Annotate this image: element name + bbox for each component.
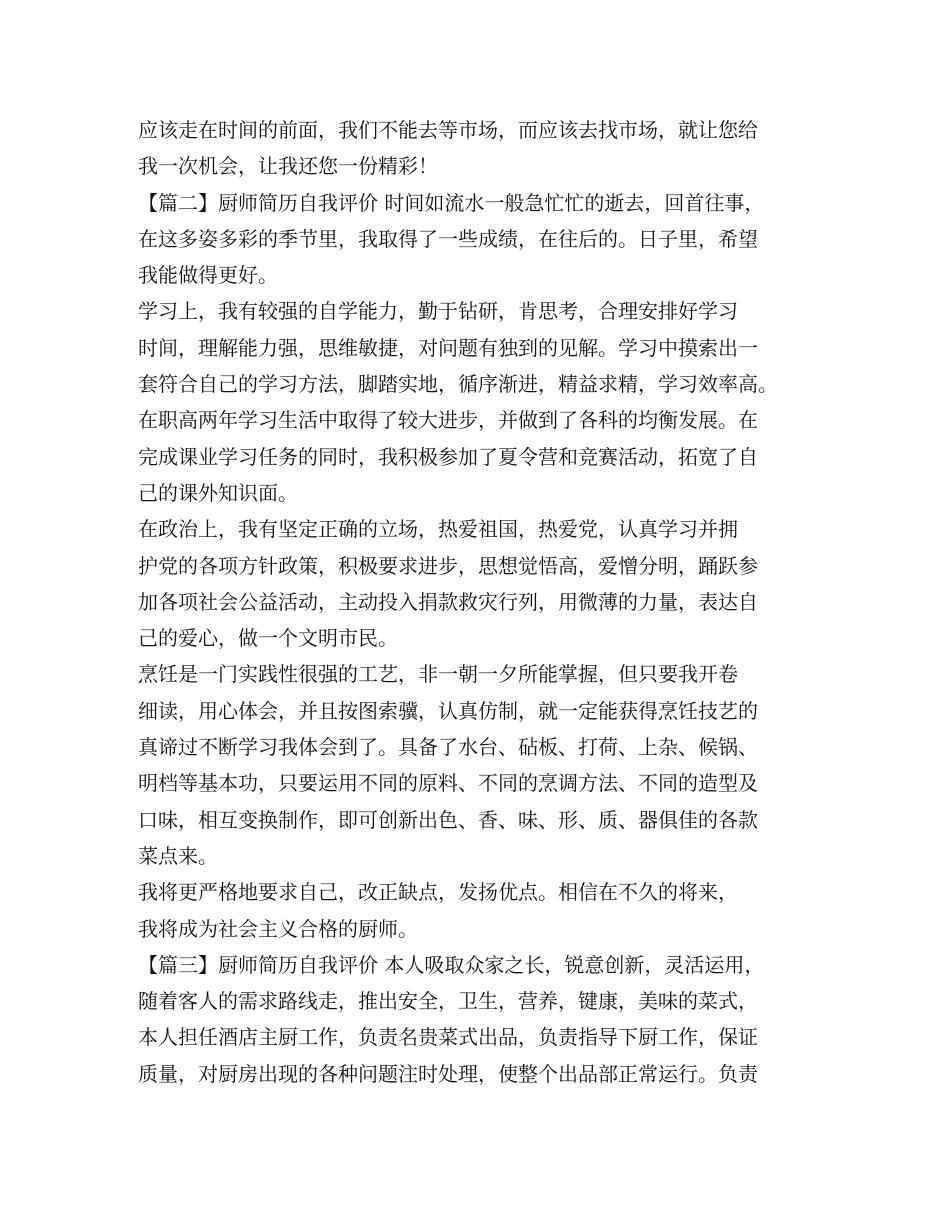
text-line: 我将成为社会主义合格的厨师。 [138, 916, 418, 941]
text-line: 学习上，我有较强的自学能力，勤于钻研，肯思考，合理安排好学习 [138, 299, 738, 324]
text-line: 我一次机会，让我还您一份精彩！ [138, 154, 438, 179]
text-line: 我能做得更好。 [138, 263, 278, 288]
text-line: 己的课外知识面。 [138, 480, 298, 505]
text-line: 加各项社会公益活动，主动投入捐款救灾行列，用微薄的力量，表达自 [138, 589, 758, 614]
text-line: 时间，理解能力强，思维敏捷，对问题有独到的见解。学习中摸索出一 [138, 335, 758, 360]
section-heading-line: 【篇三】厨师简历自我评价 本人吸取众家之长，锐意创新，灵活运用， [138, 952, 765, 977]
text-line: 细读，用心体会，并且按图索骥，认真仿制，就一定能获得烹饪技艺的 [138, 698, 758, 723]
section-heading-line: 【篇二】厨师简历自我评价 时间如流水一般急忙忙的逝去，回首往事， [138, 190, 765, 215]
text-line: 质量，对厨房出现的各种问题注时处理，使整个出品部正常运行。负责 [138, 1061, 758, 1086]
text-line: 护党的各项方针政策，积极要求进步，思想觉悟高，爱憎分明，踊跃参 [138, 553, 758, 578]
text-line: 菜点来。 [138, 843, 218, 868]
text-line: 应该走在时间的前面，我们不能去等市场，而应该去找市场，就让您给 [138, 118, 758, 142]
text-line: 明档等基本功，只要运用不同的原料、不同的烹调方法、不同的造型及 [138, 771, 758, 796]
text-line: 烹饪是一门实践性很强的工艺，非一朝一夕所能掌握，但只要我开卷 [138, 662, 738, 687]
text-line: 真谛过不断学习我体会到了。具备了水台、砧板、打荷、上杂、候锅、 [138, 735, 758, 760]
text-line: 随着客人的需求路线走，推出安全，卫生，营养，键康，美味的菜式， [138, 989, 758, 1014]
text-line: 在政治上，我有坚定正确的立场，热爱祖国，热爱党，认真学习并拥 [138, 517, 738, 542]
text-line: 在职高两年学习生活中取得了较大进步，并做到了各科的均衡发展。在 [138, 408, 758, 433]
text-line: 完成课业学习任务的同时，我积极参加了夏令营和竞赛活动，拓宽了自 [138, 444, 758, 469]
text-line: 己的爱心，做一个文明市民。 [138, 626, 398, 651]
text-line: 口味，相互变换制作，即可创新出色、香、味、形、质、器俱佳的各款 [138, 807, 758, 832]
text-line: 在这多姿多彩的季节里，我取得了一些成绩，在往后的。日子里，希望 [138, 226, 758, 251]
text-line: 套符合自己的学习方法，脚踏实地，循序渐进，精益求精，学习效率高。 [138, 372, 778, 397]
document-body [138, 112, 828, 1092]
text-line: 我将更严格地要求自己，改正缺点，发扬优点。相信在不久的将来， [138, 880, 738, 905]
text-line: 本人担任酒店主厨工作，负责名贵菜式出品，负责指导下厨工作，保证 [138, 1025, 758, 1050]
